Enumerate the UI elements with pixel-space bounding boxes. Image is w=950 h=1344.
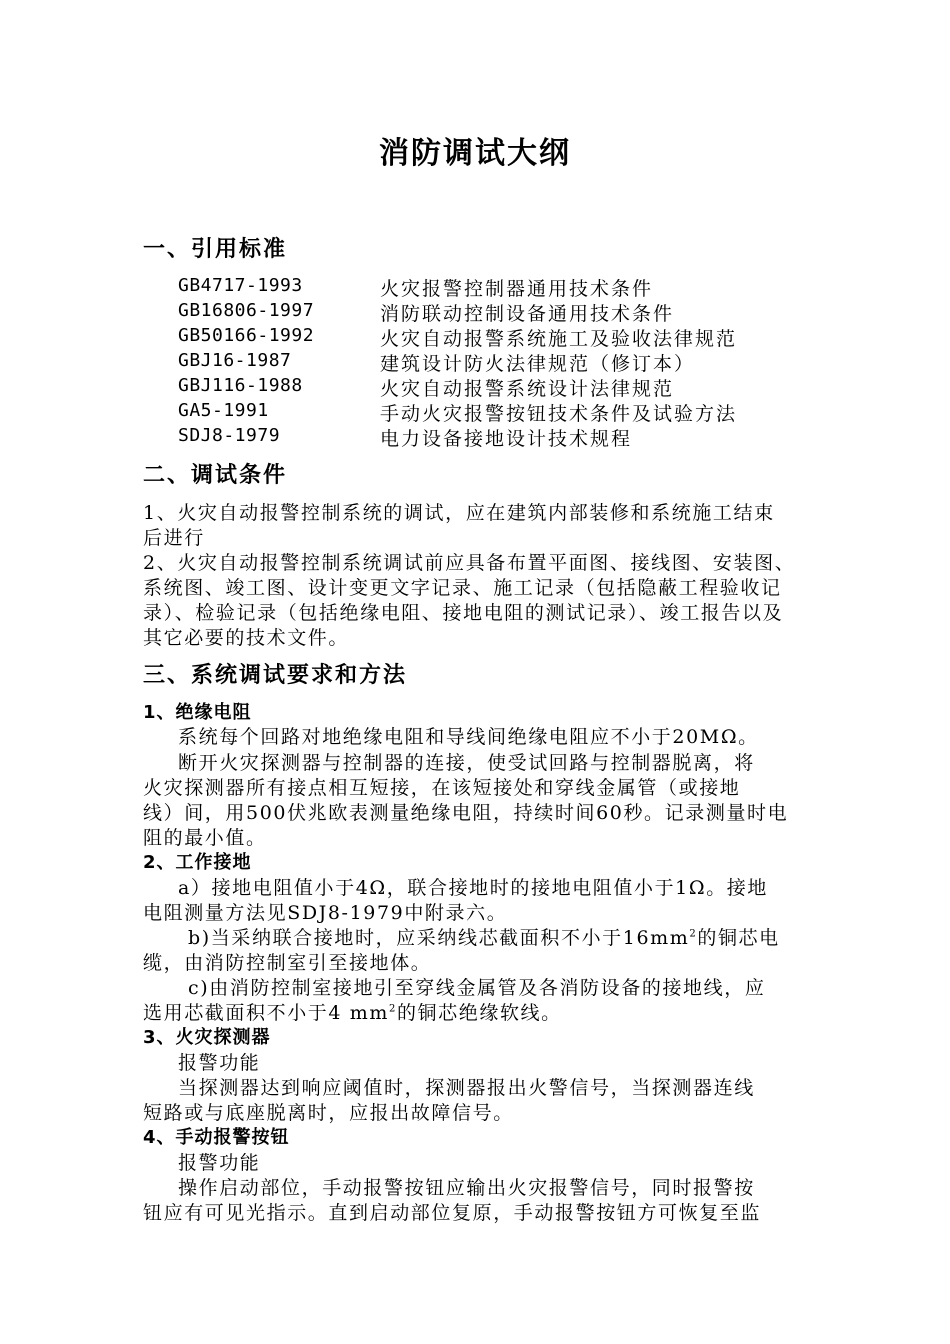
paragraph-line: 录）、检验记录（包括绝缘电阻、接地电阻的测试记录）、竣工报告以及 [143,602,784,624]
paragraph-line: a）接地电阻值小于4Ω，联合接地时的接地电阻值小于1Ω。接地 [178,877,769,899]
standard-code: GB50166-1992 [178,325,315,346]
standard-code: SDJ8-1979 [178,425,281,446]
section-heading-conditions: 二、调试条件 [143,463,288,488]
paragraph-line: 火灾探测器所有接点相互短接，在该短接处和穿线金属管（或接地 [143,777,741,799]
paragraph-line: 报警功能 [178,1152,261,1174]
standard-code: GBJ16-1987 [178,350,292,371]
paragraph-line: 线）间，用500伏兆欧表测量绝缘电阻，持续时间60秒。记录测量时电 [143,802,789,824]
superscript: 2 [689,928,698,940]
paragraph-line: 选用芯截面积不小于4 $mm^2$的铜芯绝缘软线。 [143,1002,562,1024]
subsection-heading-insulation: 1、绝缘电阻 [143,702,252,723]
paragraph-line: 后进行 [143,527,205,549]
standard-name: 火灾自动报警系统设计法律规范 [380,378,675,400]
standard-code: GA5-1991 [178,400,269,421]
standard-name: 火灾自动报警系统施工及验收法律规范 [380,328,738,350]
paragraph-line: 断开火灾探测器与控制器的连接，使受试回路与控制器脱离，将 [178,752,755,774]
paragraph-line: 钮应有可见光指示。直到启动部位复原，手动报警按钮方可恢复至监 [143,1202,762,1224]
subsection-heading-manual-button: 4、手动报警按钮 [143,1127,290,1148]
standard-code: GB16806-1997 [178,300,315,321]
paragraph-line: 报警功能 [178,1052,261,1074]
subsection-heading-grounding: 2、工作接地 [143,852,252,873]
section-heading-requirements: 三、系统调试要求和方法 [143,663,408,688]
standard-name: 消防联动控制设备通用技术条件 [380,303,675,325]
standard-name: 火灾报警控制器通用技术条件 [380,278,654,300]
subsection-heading-detector: 3、火灾探测器 [143,1027,271,1048]
document-title: 消防调试大纲 [379,136,571,171]
paragraph-line: 操作启动部位，手动报警按钮应输出火灾报警信号，同时报警按 [178,1177,755,1199]
paragraph-line: 其它必要的技术文件。 [143,627,350,649]
section-heading-references: 一、引用标准 [143,237,288,262]
paragraph-line: 2、火灾自动报警控制系统调试前应具备布置平面图、接线图、安装图、 [143,552,796,574]
superscript: 2 [388,1003,397,1015]
paragraph-line: 系统图、竣工图、设计变更文字记录、施工记录（包括隐蔽工程验收记 [143,577,782,599]
paragraph-line: 当探测器达到响应阈值时，探测器报出火警信号，当探测器连线 [178,1077,755,1099]
standard-code: GB4717-1993 [178,275,303,296]
standard-name: 建筑设计防火法律规范（修订本） [380,353,696,375]
paragraph-line: c)由消防控制室接地引至穿线金属管及各消防设备的接地线，应 [188,977,766,999]
standard-code: GBJ116-1988 [178,375,303,396]
paragraph-line: 短路或与底座脱离时，应报出故障信号。 [143,1102,514,1124]
paragraph-line: 系统每个回路对地绝缘电阻和导线间绝缘电阻应不小于20MΩ。 [178,726,759,748]
standard-name: 手动火灾报警按钮技术条件及试验方法 [380,403,738,425]
paragraph-line: b)当采纳联合接地时，应采纳线芯截面积不小于$16mm^2$的铜芯电 [188,927,780,949]
paragraph-line: 1、火灾自动报警控制系统的调试，应在建筑内部装修和系统施工结束 [143,502,775,524]
paragraph-line: 电阻测量方法见SDJ8-1979中附录六。 [143,902,508,924]
standard-name: 电力设备接地设计技术规程 [380,428,633,450]
paragraph-line: 阻的最小值。 [143,827,267,849]
paragraph-line: 缆，由消防控制室引至接地体。 [143,952,432,974]
